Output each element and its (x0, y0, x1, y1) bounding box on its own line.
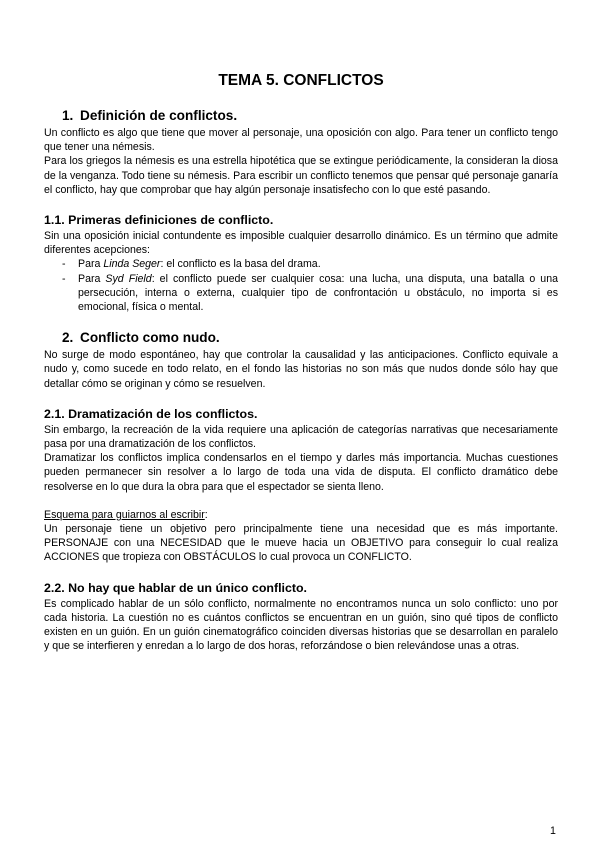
section-1-1-paragraph-1: Sin una oposición inicial contundente es imposible cualquier desarrollo dinámico. Es un término que admite diferentes acepciones: (44, 230, 558, 257)
section-2-number: 2. (62, 330, 74, 346)
section-2-1-paragraph-1: Sin embargo, la recreación de la vida requiere una aplicación de categorías narrativas que necesariamente pasa por una dramatización de los conflictos. (44, 423, 558, 451)
section-1-1-heading: 1.1. Primeras definiciones de conflicto. (44, 213, 274, 228)
scheme-label: Esquema para guiarnos al escribir: (44, 508, 208, 521)
section-2-1-paragraph-2: Dramatizar los conflictos implica condensarlos en el tiempo y darles más importancia. Muchas cuestiones pueden permanecer sin resolver a lo largo de toda una vida de disputa. El conflicto dramático debe resolverse en lo que dura la obra para que el espectador se sienta lleno. (44, 452, 558, 493)
section-1-paragraph-2: Para los griegos la némesis es una estrella hipotética que se extingue periódicamente, la consideran la diosa de la venganza. Todo tiene su némesis. Para escribir un conflicto tenemos que pensar qué personaje ganaría el conflicto, hay que comprobar que hay algún personaje insatisfecho con lo que esté pasando. (44, 155, 558, 196)
section-2-1-paragraph-3: Un personaje tiene un objetivo pero principalmente tiene una necesidad que es más importante. PERSONAJE con una NECESIDAD que le mueve hacia un OBJETIVO para conseguir lo cual realiza ACCIONES que tropieza con OBSTÁCULOS lo cual provoca un CONFLICTO. (44, 523, 558, 564)
section-2-heading (62, 330, 558, 345)
author-name: Syd Field (105, 272, 152, 285)
definitions-list (44, 257, 558, 314)
section-1-number: 1. (62, 108, 74, 123)
section-2-2-heading: 2.2. No hay que hablar de un único conflicto. (44, 580, 307, 595)
section-2-paragraph-1: No surge de modo espontáneo, hay que controlar la causalidad y las anticipaciones. Conflicto equivale a nudo y, como sucede en todo relato, en el fondo las historias no son más que nudos donde sólo hay que detallar cómo se originan y cómo se resuelven. (44, 349, 558, 390)
section-2-title: Conflicto como nudo. (80, 330, 220, 346)
section-2-2-paragraph-1: Es complicado hablar de un sólo conflicto, normalmente no encontramos nunca un solo conflicto: uno por cada historia. La cuestión no es cuántos conflictos se encuentran en un guión, sino qué tipos de conflicto existen en un guión. En un guión cinematográfico coinciden diversas historias que se desarrollan en paralelo y que se interfieren y enredan a lo largo de dos horas, reforzándose o bien relevándose unas a otras. (44, 597, 558, 653)
list-item: - Para Syd Field: el conflicto puede ser cualquier cosa: una lucha, una disputa, una batalla o una persecución, interna o externa, cualquier tipo de confrontación u obstáculo, no importa si es emocional, física o mental. (44, 272, 558, 315)
document-page (44, 72, 558, 653)
page-number: 1 (550, 825, 556, 837)
section-1-heading (62, 108, 558, 123)
section-1-title: Definición de conflictos. (80, 108, 238, 123)
section-2-1-heading: 2.1. Dramatización de los conflictos. (44, 406, 258, 421)
list-item: - Para Linda Seger: el conflicto es la basa del drama. (44, 257, 558, 271)
section-1-paragraph-1: Un conflicto es algo que tiene que mover al personaje, una oposición con algo. Para tener un conflicto tengo que tener una némesis. (44, 127, 558, 154)
author-name: Linda Seger (103, 258, 161, 271)
document-title: TEMA 5. CONFLICTOS (218, 72, 384, 89)
